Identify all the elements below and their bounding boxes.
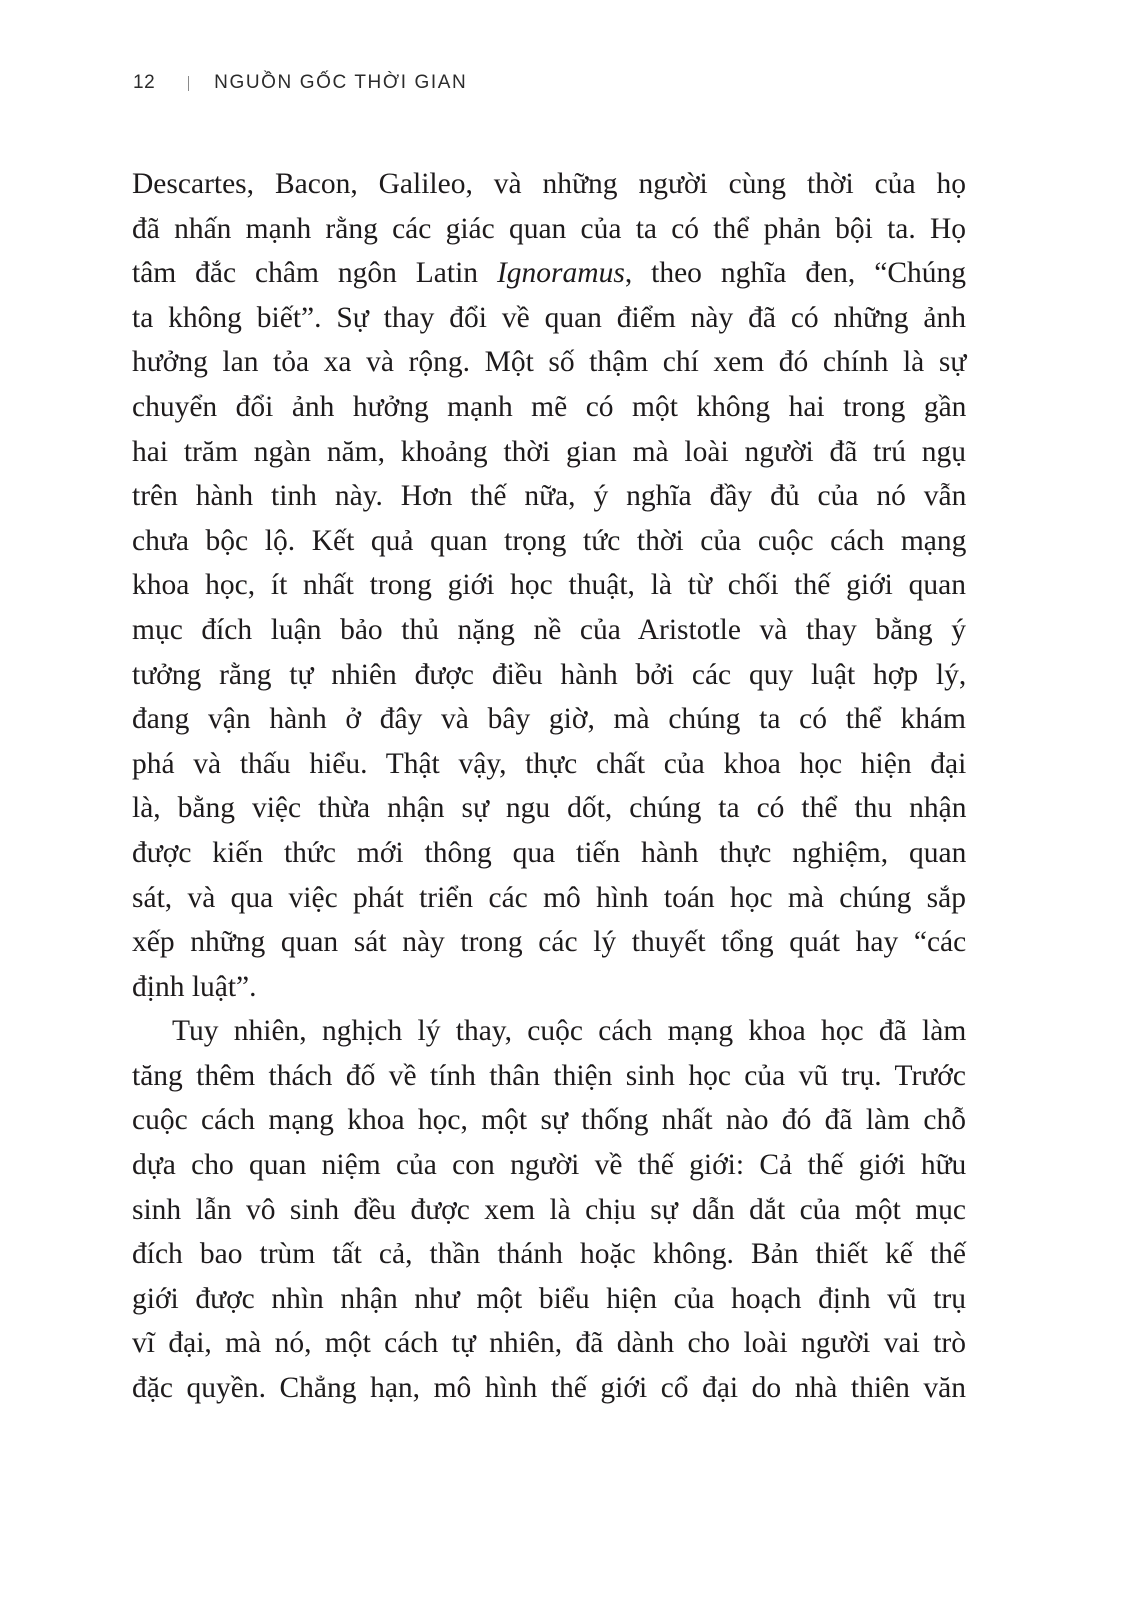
text-line: phá và thấu hiểu. Thật vậy, thực chất của khoa học hiện đại (132, 747, 967, 780)
text-line: định luật”. (132, 970, 257, 1003)
text-line: giới được nhìn nhận như một biểu hiện của hoạch định vũ trụ (132, 1282, 966, 1315)
text-line: là, bằng việc thừa nhận sự ngu dốt, chúng ta có thể thu nhận (132, 792, 967, 825)
text-line (132, 251, 966, 296)
text-line: hai trăm ngàn năm, khoảng thời gian mà loài người đã trú ngụ (132, 435, 966, 468)
header-separator (188, 76, 189, 91)
text-line: đã nhấn mạnh rằng các giác quan của ta có thể phản bội ta. Họ (132, 212, 967, 245)
text-line: được kiến thức mới thông qua tiến hành thực nghiệm, quan (132, 836, 967, 869)
text-line: dựa cho quan niệm của con người về thế giới: Cả thế giới hữu (132, 1149, 967, 1182)
text-line: đích bao trùm tất cả, thần thánh hoặc không. Bản thiết kế thế (132, 1238, 966, 1271)
text-line: chưa bộc lộ. Kết quả quan trọng tức thời của cuộc cách mạng (132, 524, 967, 557)
paragraph-1 (132, 162, 966, 1009)
paragraph-2 (132, 1009, 966, 1410)
text-line: ta không biết”. Sự thay đổi về quan điểm này đã có những ảnh (132, 301, 966, 334)
text-line: Descartes, Bacon, Galileo, và những người cùng thời của họ (132, 168, 966, 200)
text-line: chuyển đổi ảnh hưởng mạnh mẽ có một không hai trong gần (132, 390, 967, 423)
book-title: NGUỒN GỐC THỜI GIAN (214, 72, 468, 93)
text-fragment: , theo nghĩa đen, “Chúng (624, 257, 966, 290)
text-line: Tuy nhiên, nghịch lý thay, cuộc cách mạng khoa học đã làm (172, 1015, 967, 1048)
text-line: đang vận hành ở đây và bây giờ, mà chúng ta có thể khám (132, 703, 966, 736)
text-fragment: tâm đắc châm ngôn Latin (132, 257, 497, 290)
text-line: cuộc cách mạng khoa học, một sự thống nhất nào đó đã làm chỗ (132, 1104, 966, 1137)
italic-term: Ignoramus (496, 257, 625, 290)
text-line: vĩ đại, mà nó, một cách tự nhiên, đã dành cho loài người vai trò (132, 1327, 966, 1360)
text-line: đặc quyền. Chẳng hạn, mô hình thế giới cổ đại do nhà thiên văn (132, 1372, 966, 1405)
body-text (132, 162, 966, 1411)
text-line: tưởng rằng tự nhiên được điều hành bởi các quy luật hợp lý, (132, 658, 967, 691)
text-line: tăng thêm thách đố về tính thân thiện sinh học của vũ trụ. Trước (132, 1059, 966, 1092)
text-line: sát, và qua việc phát triển các mô hình toán học mà chúng sắp (132, 881, 966, 914)
text-line: khoa học, ít nhất trong giới học thuật, là từ chối thế giới quan (132, 569, 966, 602)
page-number: 12 (133, 72, 156, 93)
text-line: trên hành tinh này. Hơn thế nữa, ý nghĩa đầy đủ của nó vẫn (132, 480, 967, 513)
text-line: mục đích luận bảo thủ nặng nề của Aristotle và thay bằng ý (132, 613, 966, 646)
text-line: sinh lẫn vô sinh đều được xem là chịu sự dẫn dắt của một mục (132, 1193, 966, 1226)
text-line: xếp những quan sát này trong các lý thuyết tổng quát hay “các (132, 926, 967, 959)
text-line: hưởng lan tỏa xa và rộng. Một số thậm chí xem đó chính là sự (132, 346, 967, 379)
running-head (133, 68, 467, 98)
